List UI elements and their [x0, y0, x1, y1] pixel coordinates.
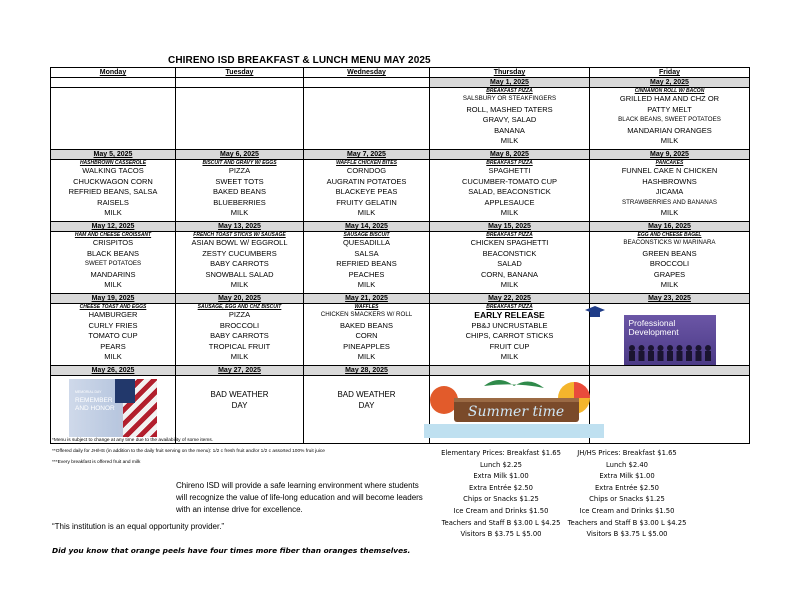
day-cell	[590, 150, 750, 222]
price-line: Visitors B $3.75 L $5.00	[460, 530, 542, 539]
date-label	[304, 78, 429, 88]
date-label: May 13, 2025	[176, 222, 303, 232]
breakfast-special: BREAKFAST PIZZA	[486, 88, 533, 94]
breakfast-special: EGG AND CHEESE BAGEL	[637, 232, 702, 238]
breakfast-special: SAUSAGE BISCUIT	[343, 232, 390, 238]
mission-statement: Chireno ISD will provide a safe learning environment where students will recognize the value of life-long education and will become leaders with an intense drive for excellence.	[176, 481, 423, 514]
menu-item: ROLL, MASHED TATERS	[466, 104, 553, 114]
day-cell	[304, 150, 430, 222]
date-label: May 27, 2025	[176, 366, 303, 376]
day-cell	[51, 294, 176, 366]
breakfast-special: HASHBROWN CASSEROLE	[79, 160, 147, 166]
menu-item: MILK	[500, 280, 519, 289]
breakfast-special: SAUSAGE, EGG AND CHZ BISCUIT	[197, 304, 282, 310]
menu-item: BABY CARROTS	[210, 331, 269, 340]
menu-item: PIZZA	[228, 166, 251, 175]
day-cell	[51, 78, 176, 150]
breakfast-special: WAFFLES	[354, 304, 379, 310]
day-cell	[176, 150, 304, 222]
date-label: May 12, 2025	[51, 222, 175, 232]
date-label: May 8, 2025	[430, 150, 589, 160]
day-cell	[590, 294, 750, 366]
menu-item: CHIPS, CARROT STICKS	[465, 331, 554, 340]
menu-item: QUESADILLA	[342, 238, 391, 247]
menu-item: STRAWBERRIES AND BANANAS	[621, 198, 717, 206]
menu-item: MILK	[357, 208, 376, 217]
menu-item: CHICKEN SMACKERS W/ ROLL	[320, 311, 413, 318]
menu-item: EARLY RELEASE	[474, 310, 545, 320]
menu-item: MANDARIAN ORANGES	[627, 125, 712, 135]
day-cell	[176, 294, 304, 366]
date-label: May 6, 2025	[176, 150, 303, 160]
date-label: May 22, 2025	[430, 294, 589, 304]
price-line: JH/HS Prices: Breakfast $1.65	[577, 449, 677, 457]
menu-item: PEARS	[100, 341, 126, 351]
date-label: May 15, 2025	[430, 222, 589, 232]
day-header-row	[51, 68, 750, 78]
day-cell	[430, 222, 590, 294]
menu-item: PEACHES	[348, 269, 385, 279]
day-cell	[51, 366, 176, 444]
menu-item: TOMATO CUP	[88, 331, 138, 340]
breakfast-special: CHEESE TOAST AND EGGS	[79, 304, 147, 310]
date-label: May 19, 2025	[51, 294, 175, 304]
menu-item: FUNNEL CAKE N CHICKEN	[621, 166, 718, 175]
week-row	[51, 78, 750, 150]
menu-item: SALAD, BEACONSTICK	[468, 187, 551, 196]
menu-item: PINEAPPLES	[343, 341, 390, 351]
menu-item: FRUITY GELATIN	[336, 197, 397, 207]
breakfast-special: CINNAMON ROLL W/ BACON	[634, 88, 705, 94]
menu-item: SWEET TOTS	[215, 176, 264, 186]
breakfast-special	[176, 88, 303, 94]
note-line: ***Every breakfast is offered fruit and milk	[52, 460, 141, 465]
professional-development-image	[624, 315, 716, 365]
day-header: Monday	[51, 68, 176, 78]
menu-item: ASIAN BOWL W/ EGGROLL	[191, 238, 288, 247]
date-label: May 16, 2025	[590, 222, 749, 232]
menu-item: SALSBURY OR STEAKFINGERS	[462, 95, 557, 102]
day-cell	[430, 78, 590, 150]
memorial-day-small-text: MEMORIAL DAY	[75, 390, 102, 394]
menu-item: HASHBROWNS	[642, 176, 697, 186]
menu-item: CUCUMBER-TOMATO CUP	[461, 176, 557, 186]
menu-item: MILK	[660, 136, 679, 145]
menu-item: PATTY MELT	[647, 104, 692, 114]
date-label: May 26, 2025	[51, 366, 175, 376]
menu-item: TROPICAL FRUIT	[208, 341, 271, 351]
price-line: Teachers and Staff B $3.00 L $4.25	[441, 518, 561, 527]
day-header: Wednesday	[304, 68, 430, 78]
day-cell	[430, 294, 590, 366]
menu-item: CURLY FRIES	[88, 320, 138, 330]
fun-fact: Did you know that orange peels have four times more fiber than oranges themselves.	[52, 546, 411, 555]
menu-item: MILK	[660, 280, 679, 289]
professional-development-text: Professional Development	[628, 318, 679, 337]
breakfast-special	[304, 88, 429, 94]
menu-item: GREEN BEANS	[642, 248, 697, 258]
breakfast-special: WAFFLE CHICKEN BITES	[336, 160, 397, 166]
day-cell	[304, 294, 430, 366]
menu-item: REFRIED BEANS, SALSA	[68, 187, 158, 196]
price-line: Lunch $2.25	[480, 460, 522, 469]
date-label	[176, 78, 303, 88]
date-label: May 7, 2025	[304, 150, 429, 160]
page-title: CHIRENO ISD BREAKFAST & LUNCH MENU MAY 2025	[168, 55, 431, 66]
week-row	[51, 150, 750, 222]
menu-item: MILK	[500, 208, 519, 217]
note-line: *Menu is subject to change at any time due to the availability of some items.	[52, 438, 214, 443]
menu-item: GRAVY, SALAD	[482, 115, 537, 124]
date-label: May 28, 2025	[304, 366, 429, 376]
menu-item: DAY	[358, 400, 375, 410]
date-label: May 5, 2025	[51, 150, 175, 160]
day-cell	[590, 366, 750, 444]
price-line: Ice Cream and Drinks $1.50	[579, 506, 675, 515]
menu-item: SALAD	[497, 259, 522, 268]
menu-item: CRISPITOS	[92, 238, 134, 247]
week-row-last	[51, 366, 750, 444]
menu-item: RAISELS	[97, 197, 129, 207]
breakfast-special	[590, 304, 749, 310]
summer-time-image	[424, 376, 604, 438]
menu-item: AUGRATIN POTATOES	[326, 176, 407, 186]
memorial-day-text: REMEMBER AND HONOR	[75, 397, 115, 412]
menu-item: GRAPES	[653, 269, 686, 279]
day-cell	[304, 78, 430, 150]
menu-item: BLACK BEANS	[86, 248, 140, 258]
menu-item: ZESTY CUCUMBERS	[202, 248, 277, 258]
menu-item: SPAGHETTI	[488, 166, 531, 175]
day-header: Thursday	[430, 68, 590, 78]
jhhs-prices	[552, 448, 702, 541]
date-label: May 23, 2025	[590, 294, 749, 304]
menu-item: CORN	[355, 331, 378, 340]
date-label: May 20, 2025	[176, 294, 303, 304]
day-header: Friday	[590, 68, 750, 78]
price-line: Ice Cream and Drinks $1.50	[453, 506, 549, 515]
day-cell	[176, 366, 304, 444]
menu-item: APPLESAUCE	[484, 197, 535, 207]
menu-item: MILK	[357, 352, 376, 361]
memorial-day-image	[51, 379, 175, 443]
breakfast-special: BISCUIT AND GRAVY W/ EGGS	[202, 160, 277, 166]
menu-weeks	[51, 78, 750, 366]
date-label: May 1, 2025	[430, 78, 589, 88]
menu-item: MILK	[104, 352, 122, 361]
menu-item: SNOWBALL SALAD	[205, 269, 274, 279]
week-row	[51, 294, 750, 366]
day-cell	[430, 150, 590, 222]
breakfast-special: FRENCH TOAST STICKS W/ SAUSAGE	[193, 232, 286, 238]
menu-item: MILK	[230, 280, 249, 289]
date-label: May 14, 2025	[304, 222, 429, 232]
menu-item: CHUCKWAGON CORN	[73, 176, 153, 186]
date-label	[51, 78, 175, 88]
menu-item: CORNDOG	[346, 166, 387, 175]
day-cell	[590, 222, 750, 294]
menu-item: BAKED BEANS	[213, 187, 266, 196]
date-label: May 9, 2025	[590, 150, 749, 160]
menu-item: MILK	[230, 352, 249, 361]
price-line: Teachers and Staff B $3.00 L $4.25	[567, 518, 687, 527]
menu-item: FRUIT CUP	[489, 341, 530, 351]
menu-item: SALSA	[354, 248, 379, 258]
day-cell	[51, 222, 176, 294]
menu-item: MILK	[500, 136, 519, 145]
day-cell	[176, 78, 304, 150]
price-line: Extra Milk $1.00	[599, 472, 655, 481]
menu-item: BLACK BEANS, SWEET POTATOES	[618, 116, 721, 123]
menu-item: CHICKEN SPAGHETTI	[470, 238, 549, 247]
breakfast-special: PANCAKES	[655, 160, 684, 166]
menu-item: PIZZA	[228, 310, 251, 319]
menu-item: MILK	[104, 208, 122, 217]
price-line: Chips or Snacks $1.25	[589, 495, 665, 504]
day-cell	[304, 222, 430, 294]
menu-item: MILK	[660, 208, 679, 217]
equal-opportunity-statement: “This institution is an equal opportunity provider.”	[52, 522, 225, 531]
menu-item: MILK	[357, 280, 376, 289]
price-line: Lunch $2.40	[606, 460, 648, 469]
day-cell	[590, 78, 750, 150]
menu-item: REFRIED BEANS	[336, 259, 397, 268]
menu-item: BABY CARROTS	[210, 259, 269, 268]
day-header: Tuesday	[176, 68, 304, 78]
menu-item: BROCCOLI	[219, 320, 260, 330]
menu-item: WALKING TACOS	[82, 166, 144, 175]
menu-item: PB&J UNCRUSTABLE	[471, 320, 548, 330]
menu-item: BROCCOLI	[649, 259, 690, 268]
menu-table	[50, 67, 750, 444]
price-line: Visitors B $3.75 L $5.00	[586, 530, 668, 539]
breakfast-special: HAM AND CHEESE CROISSANT	[74, 232, 152, 238]
price-line: Elementary Prices: Breakfast $1.65	[441, 449, 561, 457]
week-row	[51, 222, 750, 294]
price-line: Extra Milk $1.00	[473, 472, 529, 481]
menu-item: JICAMA	[655, 187, 684, 196]
menu-item: MILK	[104, 280, 122, 289]
price-line: Extra Entrée $2.50	[595, 483, 659, 492]
summer-time-text: Summer time	[467, 404, 565, 420]
menu-item: DAY	[231, 400, 248, 410]
menu-item: CORN, BANANA	[480, 269, 539, 279]
date-label: May 21, 2025	[304, 294, 429, 304]
menu-item: BLUEBERRIES	[213, 197, 266, 207]
day-cell	[304, 366, 430, 444]
menu-item: BEACONSTICK	[482, 248, 537, 258]
breakfast-special: BREAKFAST PIZZA	[486, 160, 533, 166]
menu-item: MANDARINS	[90, 269, 136, 279]
menu-item: BEACONSTICKS W/ MARINARA	[623, 239, 716, 246]
day-cell	[51, 150, 176, 222]
date-label: May 2, 2025	[590, 78, 749, 88]
breakfast-special: BREAKFAST PIZZA	[486, 304, 533, 310]
menu-item: MILK	[500, 352, 519, 361]
menu-item: MILK	[230, 208, 249, 217]
menu-item: BAD WEATHER	[337, 390, 396, 399]
menu-item: BAD WEATHER	[210, 390, 269, 399]
price-line: Chips or Snacks $1.25	[463, 495, 539, 504]
menu-item: SWEET POTATOES	[84, 260, 142, 267]
breakfast-special: BREAKFAST PIZZA	[486, 232, 533, 238]
day-cell	[176, 222, 304, 294]
menu-item: BAKED BEANS	[340, 320, 393, 330]
note-line: **Offered daily for JH/HS (in addition to the daily fruit serving on the menu): 1/2 c fresh fruit and/or 1/2 c assorted 100% fruit juice	[52, 449, 325, 454]
menu-item: GRILLED HAM AND CHZ OR	[619, 94, 720, 103]
menu-item: BLACKEYE PEAS	[335, 187, 398, 196]
menu-item: HAMBURGER	[88, 310, 138, 319]
graduation-cap-icon	[584, 305, 606, 319]
menu-item: BANANA	[494, 125, 525, 135]
breakfast-special	[51, 88, 175, 94]
price-line: Extra Entrée $2.50	[469, 483, 533, 492]
